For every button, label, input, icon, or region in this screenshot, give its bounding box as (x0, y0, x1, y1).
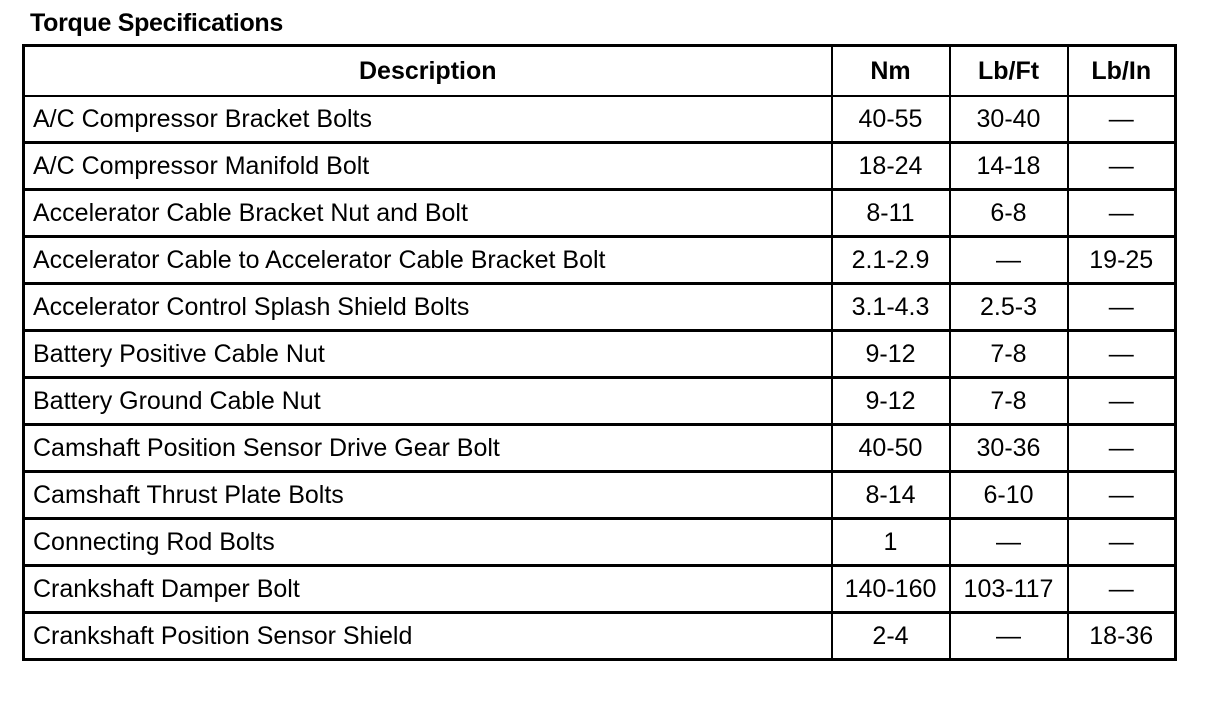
table-row (24, 143, 1176, 190)
cell-lb-in: — (1068, 284, 1176, 331)
cell-description: Camshaft Position Sensor Drive Gear Bolt (24, 425, 832, 472)
cell-lb-in: — (1068, 331, 1176, 378)
table-row (24, 425, 1176, 472)
cell-nm: 9-12 (832, 378, 950, 425)
cell-description: Accelerator Cable to Accelerator Cable Bracket Bolt (24, 237, 832, 284)
cell-nm: 9-12 (832, 331, 950, 378)
cell-lb-ft: 30-36 (950, 425, 1068, 472)
cell-lb-in: 19-25 (1068, 237, 1176, 284)
cell-lb-ft: 6-10 (950, 472, 1068, 519)
cell-nm: 2-4 (832, 613, 950, 660)
table-row (24, 519, 1176, 566)
cell-nm: 40-55 (832, 96, 950, 143)
table-row (24, 331, 1176, 378)
cell-lb-ft: 14-18 (950, 143, 1068, 190)
cell-description: Crankshaft Position Sensor Shield (24, 613, 832, 660)
cell-description: Battery Positive Cable Nut (24, 331, 832, 378)
cell-lb-ft: 6-8 (950, 190, 1068, 237)
cell-description: A/C Compressor Bracket Bolts (24, 96, 832, 143)
header-description: Description (24, 46, 832, 97)
cell-nm: 8-11 (832, 190, 950, 237)
table-row (24, 378, 1176, 425)
torque-spec-table (22, 44, 1177, 661)
cell-lb-in: — (1068, 519, 1176, 566)
cell-description: Camshaft Thrust Plate Bolts (24, 472, 832, 519)
cell-lb-ft: 7-8 (950, 331, 1068, 378)
cell-lb-in: — (1068, 472, 1176, 519)
cell-description: Accelerator Cable Bracket Nut and Bolt (24, 190, 832, 237)
cell-lb-in: — (1068, 425, 1176, 472)
cell-lb-ft: — (950, 519, 1068, 566)
cell-description: Connecting Rod Bolts (24, 519, 832, 566)
cell-lb-ft: 2.5-3 (950, 284, 1068, 331)
cell-nm: 18-24 (832, 143, 950, 190)
cell-description: Crankshaft Damper Bolt (24, 566, 832, 613)
cell-lb-ft: — (950, 237, 1068, 284)
page-title: Torque Specifications (30, 9, 284, 37)
table-row (24, 96, 1176, 143)
cell-lb-in: — (1068, 190, 1176, 237)
cell-nm: 2.1-2.9 (832, 237, 950, 284)
cell-description: Battery Ground Cable Nut (24, 378, 832, 425)
cell-lb-ft: 7-8 (950, 378, 1068, 425)
cell-description: A/C Compressor Manifold Bolt (24, 143, 832, 190)
cell-lb-ft: 103-117 (950, 566, 1068, 613)
cell-lb-ft: 30-40 (950, 96, 1068, 143)
cell-nm: 1 (832, 519, 950, 566)
table-row (24, 190, 1176, 237)
cell-lb-in: — (1068, 378, 1176, 425)
cell-lb-in: — (1068, 143, 1176, 190)
cell-lb-in: 18-36 (1068, 613, 1176, 660)
cell-description: Accelerator Control Splash Shield Bolts (24, 284, 832, 331)
table-row (24, 566, 1176, 613)
header-nm: Nm (832, 46, 950, 97)
cell-nm: 140-160 (832, 566, 950, 613)
cell-nm: 8-14 (832, 472, 950, 519)
cell-lb-in: — (1068, 96, 1176, 143)
header-lb-ft: Lb/Ft (950, 46, 1068, 97)
table-row (24, 472, 1176, 519)
header-lb-in: Lb/In (1068, 46, 1176, 97)
cell-lb-in: — (1068, 566, 1176, 613)
table-row (24, 237, 1176, 284)
cell-lb-ft: — (950, 613, 1068, 660)
table-header-row (24, 46, 1176, 97)
cell-nm: 40-50 (832, 425, 950, 472)
cell-nm: 3.1-4.3 (832, 284, 950, 331)
table-row (24, 613, 1176, 660)
table-row (24, 284, 1176, 331)
